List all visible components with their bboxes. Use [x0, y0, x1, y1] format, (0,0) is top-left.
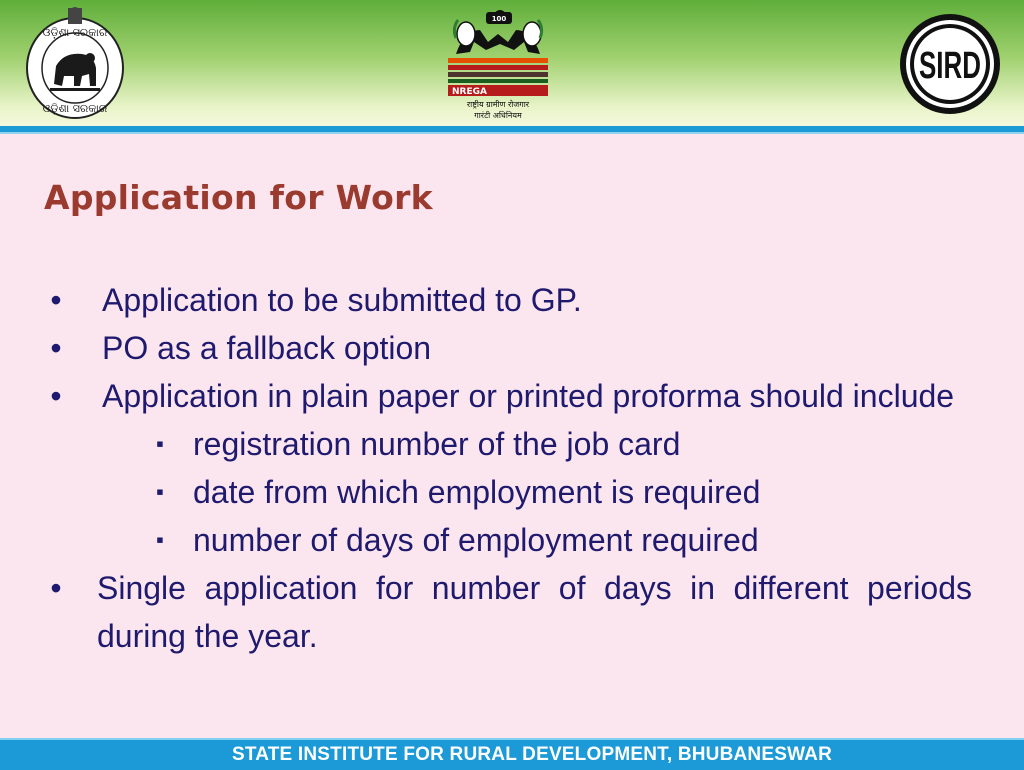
bullet-text: Application in plain paper or printed proforma should include	[102, 378, 955, 414]
bullet-marker: •	[50, 282, 62, 318]
emblem-bottom-text: ଓଡ଼ିଶା ସରକାର	[42, 102, 108, 115]
bullet-text: PO as a fallback option	[102, 330, 432, 366]
bullet-continuation	[44, 612, 972, 660]
sub-bullet-item	[44, 468, 972, 516]
bullet-item	[44, 324, 972, 372]
bullet-continuation-text: during the year.	[97, 618, 318, 654]
sub-bullet-marker: ▪	[156, 527, 164, 552]
sub-bullet-text: registration number of the job card	[193, 426, 681, 462]
sub-bullet-marker: ▪	[156, 431, 164, 456]
odisha-emblem-logo	[24, 6, 126, 120]
bullet-marker: •	[50, 330, 62, 366]
slide-title: Application for Work	[44, 178, 433, 217]
header-divider-light	[0, 132, 1024, 134]
footer-band	[0, 738, 1024, 770]
sub-bullet-text: date from which employment is required	[193, 474, 761, 510]
nrega-logo	[444, 8, 552, 122]
emblem-top-text: ଓଡ଼ିଶା ସରକାର	[42, 26, 108, 39]
bullet-item	[44, 372, 972, 420]
bullet-list	[44, 276, 972, 660]
sub-bullet-text: number of days of employment required	[193, 522, 759, 558]
bullet-text: Application to be submitted to GP.	[102, 282, 582, 318]
bullet-item	[44, 564, 972, 612]
footer-text: STATE INSTITUTE FOR RURAL DEVELOPMENT, BHUBANESWAR	[231, 744, 833, 765]
sub-bullet-marker: ▪	[156, 479, 164, 504]
bullet-text: Single application for number of days in different periods	[97, 570, 972, 606]
bullet-marker: •	[50, 378, 62, 414]
bullet-marker: •	[50, 570, 62, 606]
nrega-hindi-line2: गारंटी अधिनियम	[474, 111, 522, 120]
bullet-item	[44, 276, 972, 324]
sird-logo-text: SIRD	[919, 45, 981, 87]
nrega-badge: 100	[491, 15, 507, 23]
sub-bullet-item	[44, 420, 972, 468]
nrega-brand-text: NREGA	[452, 87, 487, 97]
sird-logo	[898, 12, 1002, 116]
nrega-hindi-line1: राष्ट्रीय ग्रामीण रोजगार	[466, 100, 530, 109]
sub-bullet-item	[44, 516, 972, 564]
